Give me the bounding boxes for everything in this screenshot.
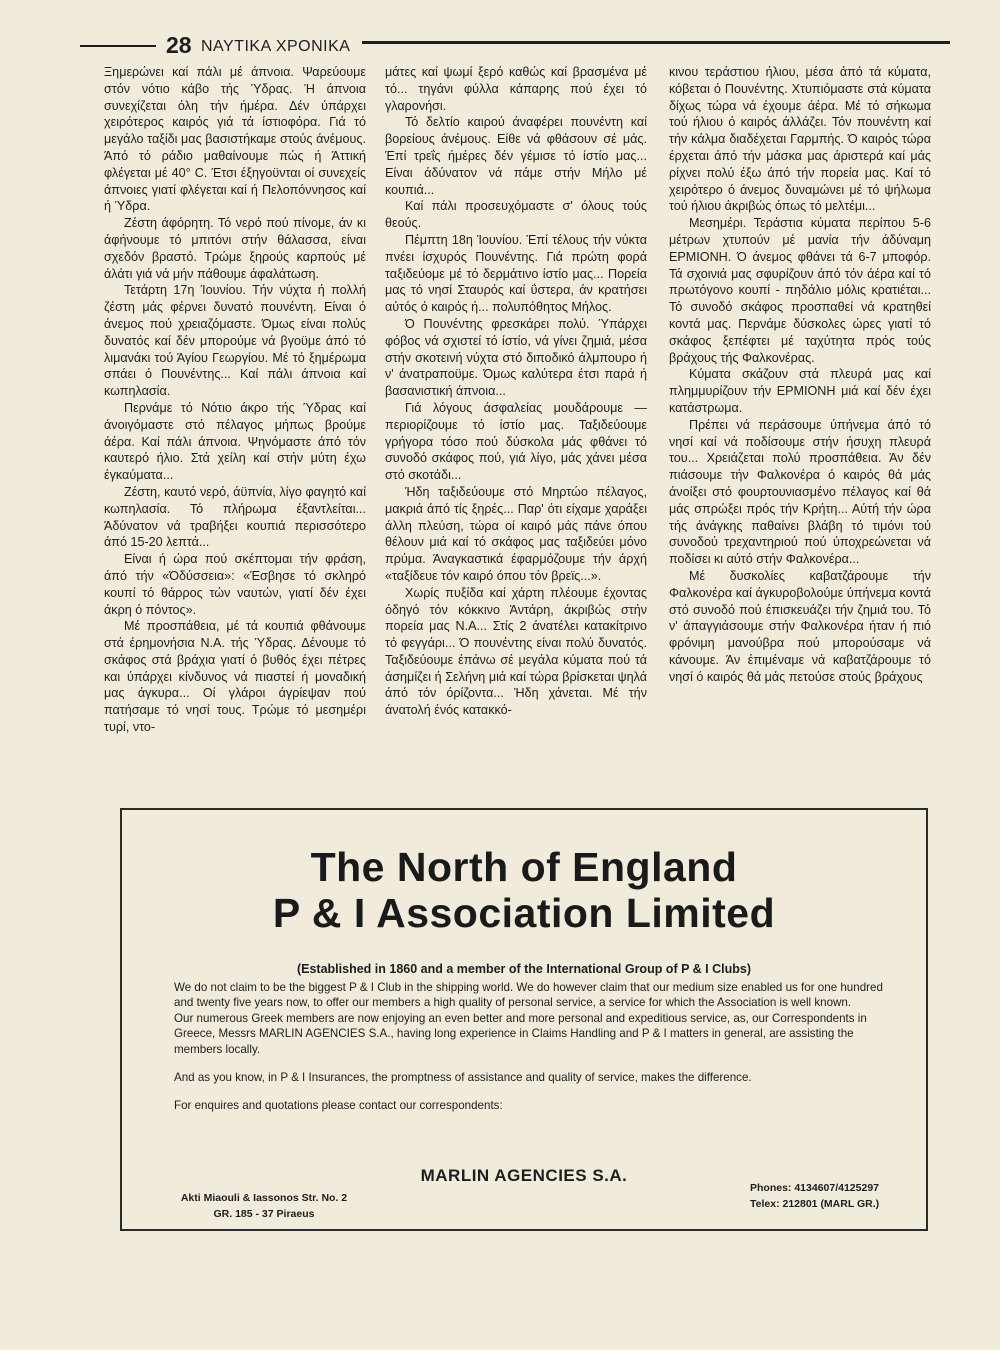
ad-paragraph: And as you know, in P & I Insurances, the promptness of assistance and quality of service, makes the difference. bbox=[174, 1071, 752, 1085]
paragraph: Ζέστη άφόρητη. Τό νερό πού πίνομε, άν κι άφήνουμε τό μπιτόνι στήν θάλασσα, είναι σχεδόν βραστό. Τρώμε ξηρούς καρπούς μέ άλάτι γιά νά μήν πάθουμε άφαλάτωση. bbox=[104, 216, 366, 281]
paragraph: Μεσημέρι. Τεράστια κύματα περίπου 5-6 μέτρων χτυπούν μέ μανία τήν άδύναμη ΕΡΜΙΟΝΗ. Ό άνεμος φθάνει τά 6-7 μποφόρ. Τά σχοινιά μας σφυρίζουν άπό τόν άέρα καί τό πρωτόγονο κουπί - πηδάλιο μόλις κρατιέται... Τό συνοδό σκάφος προσπαθεί νά κρατηθεί κοντά μας. Περνάμε δύσκολες ώρες γιατί τό σκάφος ξεπέφτει μέ ταχύτητα πρός τούς βράχους τής Φαλκονέρας. bbox=[669, 216, 931, 365]
paragraph: Πέμπτη 18η Ίουνίου. Έπί τέλους τήν νύκτα πνέει ίσχυρός Πουνέντης. Γιά πρώτη φορά ταξιδεύομε μέ τό δερμάτινο ίστίο μας... Πορεία μας τό νησί Σταυρός καί ΰστερα, άν κρατήσει αύτός ό καιρός ή... πολυπόθητος Μήλος. bbox=[385, 232, 647, 315]
ad-headline-line1: The North of England bbox=[310, 844, 738, 890]
paragraph: κινου τεράστιου ήλιου, μέσα άπό τά κύματα, κόβεται ό Πουνέντης. Χτυπιόμαστε στά κύματα δίχως τώρα νά έχουμε άέρα. Μέ τό σήκωμα τού ήλιου ό καιρός άλλάζει. Τόν πουνέντη καί τήν κάλμα διαδέχεται Γαρμπής. Ό καιρός τώρα έρχεται άπό τήν μάσκα μας άριστερά καί μάς ρίχνει πολύ έξω άπό τήν πορεία μας. Καί τό χειρότερο ό άνεμος δυναμώνει μέ τό ψήλωμα τού ήλιου άκριβώς όπως τό μελτέμι... bbox=[669, 65, 931, 214]
address-line: GR. 185 - 37 Piraeus bbox=[213, 1208, 315, 1220]
paragraph: Μέ προσπάθεια, μέ τά κουπιά φθάνουμε στά έρημονήσια Ν.Α. τής Ύδρας. Δένουμε τό σκάφος στά βράχια γιατί ό βυθός έχει πέτρες και ύπάρχει κίνδυνος νά πιαστεί ή μοναδική μας άγκυρα... Οί γλάροι άγρίεψαν πού πατήσαμε τό νησί τους. Τρώμε τό μεσημέρι τυρί, ντο- bbox=[104, 619, 366, 735]
paragraph: Είναι ή ώρα πού σκέπτομαι τήν φράση, άπό τήν «Όδύσσεια»: «Έσβησε τό σκληρό κουπί τό θάρρος τών ναυτών, γιατί δέν έχει άκρη ό πόντος». bbox=[104, 552, 366, 617]
header-rule-left bbox=[80, 45, 156, 47]
paragraph: Τετάρτη 17η Ίουνίου. Τήν νύχτα ή πολλή ζέστη μάς φέρνει δυνατό πουνέντη. Είναι ό άνεμος πού χρειαζόμαστε. Όμως είναι πολύς δυνατός καί δέν μπορούμε νά βγοϋμε άπό τό λιμανάκι τού Άγίου Γεωργίου. Μέ τό ξημέρωμα σπάει ό Πουνέντης... Καί πάλι άπνοια καί κωπηλασία. bbox=[104, 283, 366, 399]
ad-body bbox=[174, 980, 886, 1114]
paragraph: Κύματα σκάζουν στά πλευρά μας καί πλημμυρίζουν τήν ΕΡΜΙΟΝΗ μιά καί δέν έχει κατάστρωμα. bbox=[669, 367, 931, 415]
page-header bbox=[80, 30, 950, 66]
paragraph: Μέ δυσκολίες καβατζάρουμε τήν Φαλκονέρα καί άγκυροβολούμε ύπήνεμα κοντά στό συνοδό πού έπισκευάζει τήν ζημιά του. Τό ν' άπαγγιάσουμε στήν Φαλκονέρα ήταν ή πιό φρόνιμη μανούβρα πού μπορούσαμε νά κάνουμε. Άν έπιμέναμε νά καβατζάρουμε τό νησί ό καιρός θά μάς πετούσε στούς βράχους bbox=[669, 568, 931, 684]
paragraph: Καί πάλι προσευχόμαστε σ' όλους τούς θεούς. bbox=[385, 199, 647, 231]
publication-title: ΝΑΥΤΙΚΑ ΧΡΟΝΙΚΑ bbox=[201, 38, 351, 55]
ad-paragraph: For enquires and quotations please contact our correspondents: bbox=[174, 1099, 503, 1113]
advertisement-box bbox=[120, 808, 928, 1231]
paragraph: Ξημερώνει καί πάλι μέ άπνοια. Ψαρεύουμε στόν νότιο κάβο τής Ύδρας. Ή άπνοια συνεχίζεται όλη τήν ήμέρα. Δέν ύπάρχει χειρότερος καιρός γιά τά ίστιοφόρα. Γιά τό μεγάλο ταξίδι μας βασιστήκαμε στούς άνέμους. Άπό τό ράδιο μαθαίνουμε πώς ή Άττική φλέγεται μέ 40° C. Έτσι έξηγοϋνται οί συνεχείς άπνοιες γιατί φλέγεται καί ή Πελοπόννησος καί ή Ύδρα. bbox=[104, 65, 366, 214]
ad-paragraph: Our numerous Greek members are now enjoying an even better and more personal and expeditious service, as, our Correspondents in Greece, Messrs MARLIN AGENCIES S.A., having long experience in Claims Handling and P & I matters in general, are assisting the members locally. bbox=[174, 1011, 867, 1056]
text-column-3 bbox=[669, 64, 931, 685]
paragraph: Πρέπει νά περάσουμε ύπήνεμα άπό τό νησί καί νά ποδίσουμε στήν ήσυχη πλευρά του... Χρειάζεται πολύ προσπάθεια. Άν δέν πιάσουμε τήν Φαλκονέρα ό καιρός θά μάς άνοίξει στό φουρτουνιασμένο πέλαγος καί θά μάς σπρώξει πρός τήν Κρήτη... Αύτή τήν ώρα τής άνάγκης παθαίνει βλάβη τό τιμόνι τού συνοδού τρεχαντηριού πού ύποχρεώνεται νά ποδίσει κι αύτό στήν Φαλκονέρα... bbox=[669, 417, 931, 567]
ad-agency-name: MARLIN AGENCIES S.A. bbox=[420, 1166, 628, 1185]
paragraph: Περνάμε τό Νότιο άκρο τής Ύδρας καί άνοιγόμαστε στό πέλαγος μήπως βρούμε άέρα. Καί πάλι άπνοια. Ψηνόμαστε άπό τόν καυτερό ήλιο. Στά χείλη καί στήν μύτη έχω έγκαύματα... bbox=[104, 400, 366, 483]
text-column-1 bbox=[104, 64, 366, 736]
header-rule-right bbox=[362, 41, 950, 44]
paragraph: Τό δελτίο καιρού άναφέρει πουνέντη καί βορείους άνέμους. Είθε νά φθάσουν σέ μάς. Έπί τρεΐς ήμέρες δέν γέμισε τό ίστίο μας... Είναι άδύνατον νά πάμε στήν Μήλο μέ κουπιά... bbox=[385, 115, 647, 197]
paragraph: Ήδη ταξιδεύουμε στό Μηρτώο πέλαγος, μακριά άπό τίς ξηρές... Παρ' ότι είχαμε χαράξει άλλη πλεύση, τώρα οί καιρό μάς πάνε όπου θέλουν μιά καί τό σκάφος μας ταξιδεύει μόνο πρύμα. Άναγκαστικά έφαρμόζουμε τήν άρχή «ταξίδευε τόν καιρό όπου τόν βρεϊς...». bbox=[385, 484, 647, 583]
ad-address bbox=[124, 1190, 404, 1222]
text-column-2 bbox=[385, 64, 647, 719]
paragraph: Ό Πουνέντης φρεσκάρει πολύ. Ύπάρχει φόβος νά σχιστεί τό ίστίο, νά γίνει ζημιά, μέσα στήν σκοτεινή νύχτα στό διποδικό άλμπουρο ή ν' άνατραποϋμε. Όμως καλύτερα έτσι παρά ή βασανιστική άπνοια... bbox=[385, 316, 647, 399]
telex-line: Telex: 212801 (MARL GR.) bbox=[750, 1198, 880, 1210]
address-line: Akti Miaouli & Iassonos Str. No. 2 bbox=[180, 1192, 348, 1204]
page-number: 28 bbox=[166, 32, 192, 58]
paragraph: μάτες καί ψωμί ξερό καθώς καί βρασμένα μέ τό... τηγάνι φύλλα κάπαρης πού έχει τό γλαρονήσι. bbox=[385, 65, 647, 113]
paragraph: Χωρίς πυξίδα καί χάρτη πλέουμε έχοντας όδηγό τόν κόκκινο Άντάρη, άκριβώς στήν πορεία μας Ν.Α... Στίς 2 άνατέλει κατακίτρινο τό φεγγάρι... Ό πουνέντης είναι πολύ δυνατός. Ταξιδεύουμε έπάνω σέ μεγάλα κύματα πού τά άσημίζει ή Σελήνη μιά καί τώρα βρίσκεται ψηλά άπό τόν όρίζοντα... Ήδη χάνεται. Μέ τήν άνατολή ένός κατακκό- bbox=[385, 585, 647, 718]
ad-headline-line2: P & I Association Limited bbox=[272, 890, 776, 936]
paragraph: Ζέστη, καυτό νερό, άϋπνία, λίγο φαγητό καί κωπηλασία. Τό πλήρωμα έξαντλείται... Άδύνατον νά τραβήξει κουπιά περισσότερο άπό 15-20 λεπτά... bbox=[104, 484, 366, 550]
phones-line: Phones: 4134607/4125297 bbox=[750, 1182, 880, 1194]
ad-paragraph: We do not claim to be the biggest P & I Club in the shipping world. We do however claim that our medium size enabled us for one hundred and twenty five years now, to offer our members a high quality of personal service, a service for which the Association is well known. bbox=[174, 981, 883, 1010]
ad-contact bbox=[750, 1180, 940, 1212]
paragraph: Γιά λόγους άσφαλείας μουδάρουμε — περιορίζουμε τό ίστίο μας. Ταξιδεύουμε γρήγορα τόσο πού δύσκολα μάς φθάνει τό συνοδό σκάφος πού, γιά λίγο, μάς χάνει μέσα στό σκοτάδι... bbox=[385, 400, 647, 483]
ad-established-line: (Established in 1860 and a member of the International Group of P & I Clubs) bbox=[296, 962, 751, 976]
